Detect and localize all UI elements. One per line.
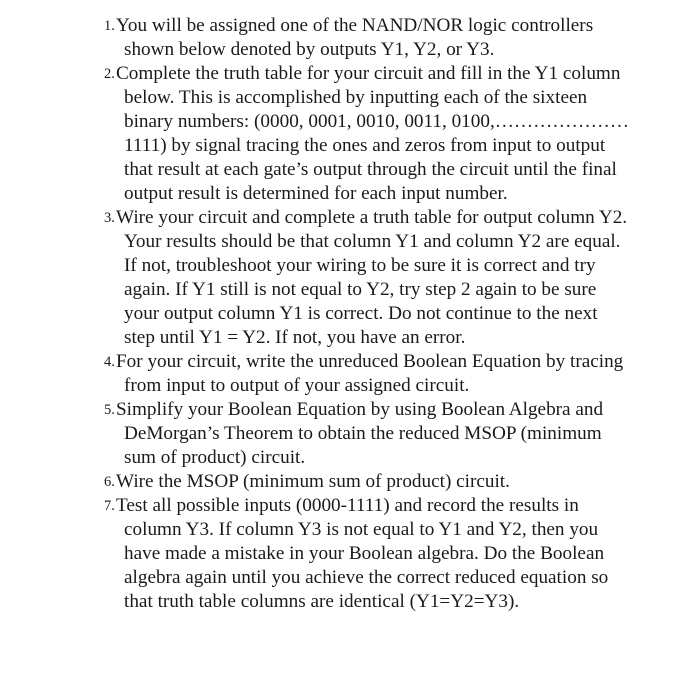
step-text-first-line: Simplify your Boolean Equation by using Boolean Algebra: [116, 399, 571, 420]
step-7: [100, 494, 630, 614]
step-text: column below. This is accomplished by inputting each of the sixteen binary numbers: (0000, 0001, 0010, 0011, 0100,…………………1111) by signal tracing the ones and zeros from input to output that result at each gate’s output through the circuit until the final output result is determined for each input number.: [124, 63, 630, 204]
step-1: [100, 14, 630, 62]
step-text: tracing from input to output of your assigned circuit.: [124, 351, 624, 396]
step-text-first-line: Test all possible inputs (0000-1111) and record the results in: [116, 495, 579, 516]
step-4: [100, 350, 630, 398]
instructions-document: [100, 14, 630, 614]
step-text: and DeMorgan’s Theorem to obtain the reduced MSOP (minimum sum of product) circuit.: [124, 399, 604, 468]
step-number: 1.: [104, 18, 115, 34]
step-text: controllers shown below denoted by outputs Y1, Y2, or Y3.: [124, 15, 594, 60]
step-5: [100, 398, 630, 470]
step-text-first-line: Complete the truth table for your circuit and fill in the Y1: [116, 63, 559, 84]
step-number: 7.: [104, 498, 115, 514]
step-3: [100, 206, 630, 350]
step-text-first-line: Wire your circuit and complete a truth table for output: [116, 207, 533, 228]
instruction-steps-list: [100, 14, 630, 614]
step-number: 2.: [104, 66, 115, 82]
step-2: [100, 62, 630, 206]
step-text-first-line: You will be assigned one of the NAND/NOR logic: [116, 15, 507, 36]
step-number: 6.: [104, 474, 115, 490]
step-number: 3.: [104, 210, 115, 226]
step-text: column Y2. Your results should be that column Y1 and column Y2 are equal. If not, troubleshoot your wiring to be sure it is correct and try again. If Y1 still is not equal to Y2, try step 2 again to be sure your output column Y1 is correct. Do not continue to the next step until Y1 = Y2. If not, you have an error.: [124, 207, 628, 348]
step-text: column Y3. If column Y3 is not equal to Y1 and Y2, then you have made a mistake in your Boolean algebra. Do the Boolean algebra again until you achieve the correct reduced equation so that truth table columns are identical (Y1=Y2=Y3).: [124, 519, 609, 612]
step-6: [100, 470, 630, 494]
step-number: 4.: [104, 354, 115, 370]
step-text-first-line: For your circuit, write the unreduced Boolean Equation by: [116, 351, 566, 372]
step-number: 5.: [104, 402, 115, 418]
step-text-first-line: Wire the MSOP (minimum sum of product) circuit.: [116, 471, 510, 492]
